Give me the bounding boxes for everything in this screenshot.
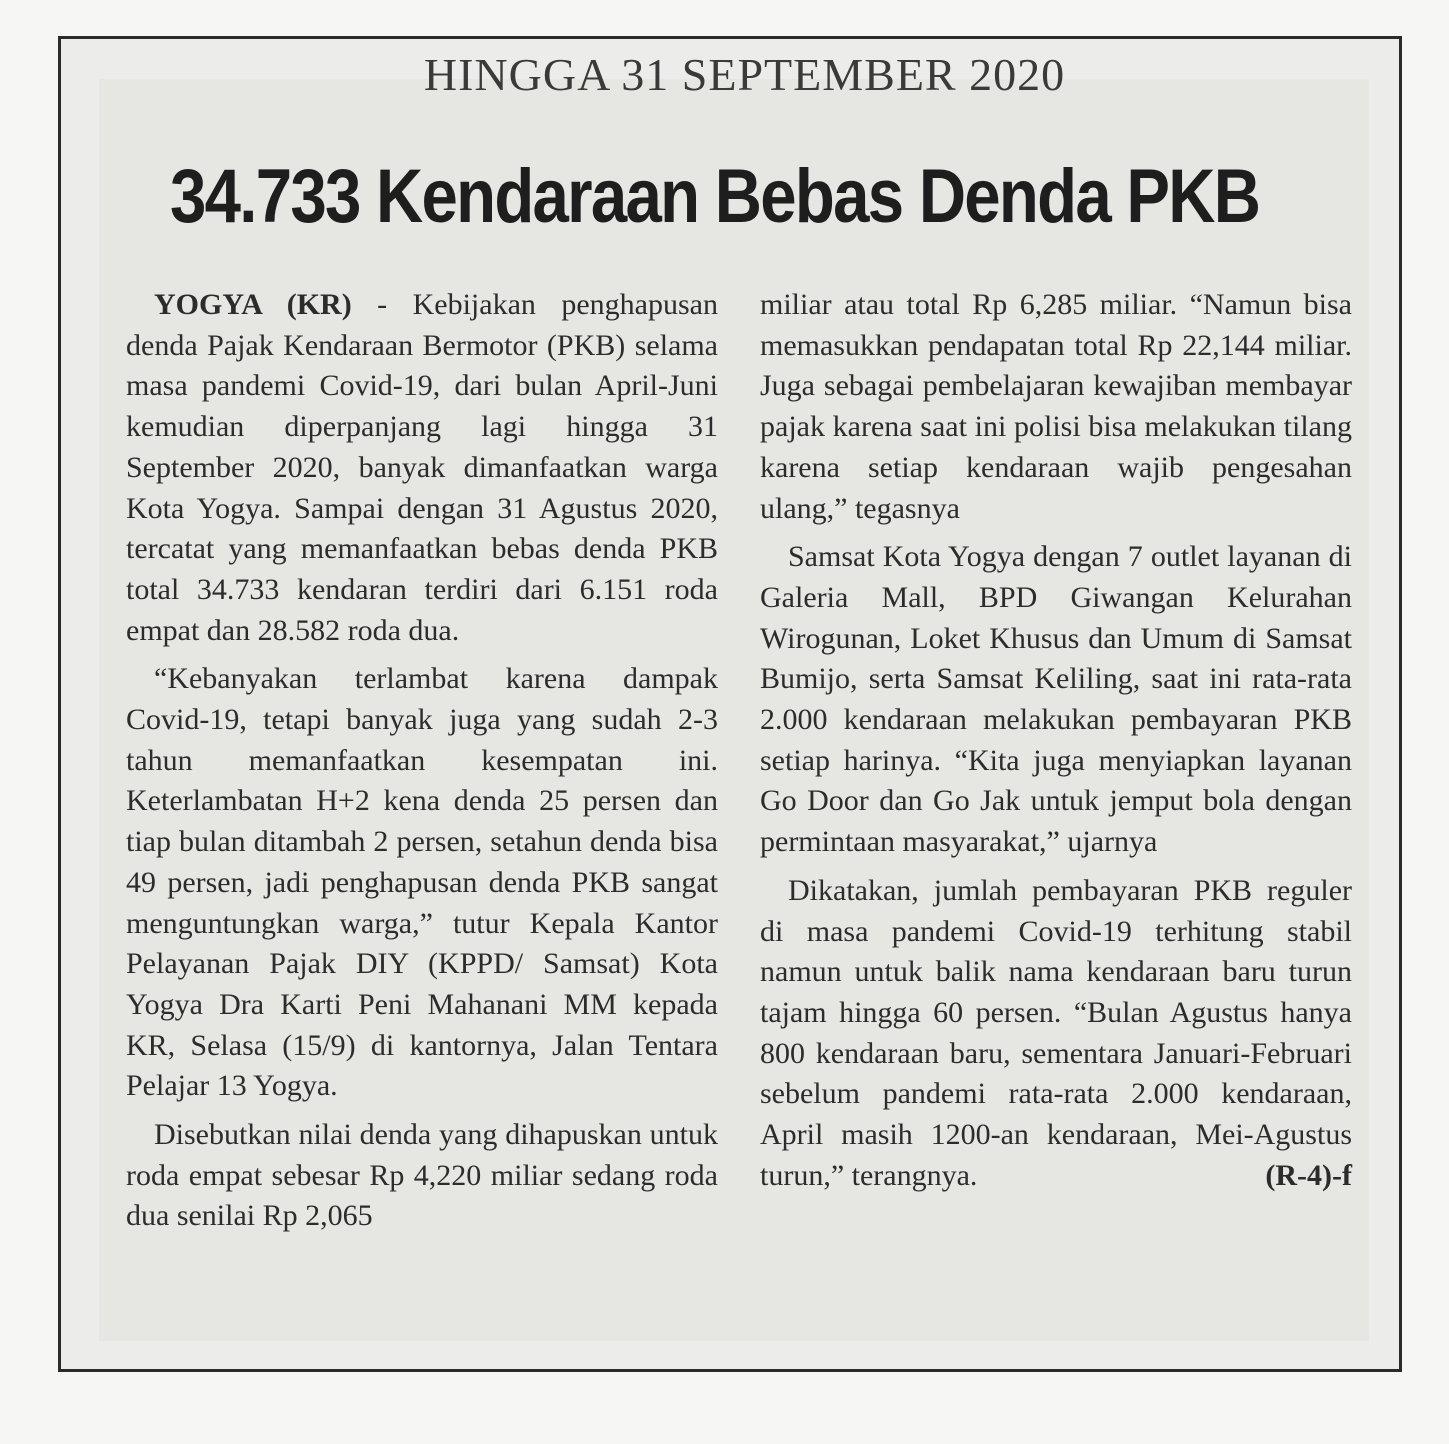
article-kicker: HINGGA 31 SEPTEMBER 2020 xyxy=(423,49,1066,100)
paragraph-4: miliar atau total Rp 6,285 miliar. “Namun bisa memasukkan pendapatan total Rp 22,144 miliar. Juga sebagai pembelajaran kewajiban membayar pajak karena saat ini polisi bisa melakukan tilang karena setiap kendaraan wajib pengesahan ulang,” tegasnya xyxy=(760,288,1352,525)
article-headline: 34.733 Kendaraan Bebas Denda PKB xyxy=(170,154,1260,239)
article-column-left xyxy=(126,285,718,1237)
author-signature: (R-4)-f xyxy=(1265,1158,1352,1192)
paragraph-2: “Kebanyakan terlambat karena dampak Covid-19, tetapi banyak juga yang sudah 2-3 tahun memanfaatkan kesempatan ini. Keterlambatan H+2 kena denda 25 persen dan tiap bulan ditambah 2 persen, setahun denda bisa 49 persen, jadi penghapusan denda PKB sangat menguntungkan warga,” tutur Kepala Kantor Pelayanan Pajak DIY (KPPD/ Samsat) Kota Yogya Dra Karti Peni Mahanani MM kepada KR, Selasa (15/9) di kantornya, Jalan Tentara Pelajar 13 Yogya. xyxy=(126,662,718,1103)
dateline: YOGYA (KR) xyxy=(154,288,352,321)
article-column-right xyxy=(760,285,1352,1196)
paragraph-1 xyxy=(126,285,718,651)
paragraph-5: Samsat Kota Yogya dengan 7 outlet layanan di Galeria Mall, BPD Giwangan Kelurahan Wirogunan, Loket Khusus dan Umum di Samsat Bumijo, serta Samsat Keliling, saat ini rata-rata 2.000 kendaraan melakukan pembayaran PKB setiap harinya. “Kita juga menyiapkan layanan Go Door dan Go Jak untuk jemput bola dengan permintaan masyarakat,” ujarnya xyxy=(760,540,1352,859)
paragraph-1-text: - Kebijakan penghapusan denda Pajak Kendaraan Bermotor (PKB) selama masa pandemi Covid-19, dari bulan April-Juni kemudian diperpanjang lagi hingga 31 September 2020, banyak dimanfaatkan warga Kota Yogya. Sampai dengan 31 Agustus 2020, tercatat yang memanfaatkan bebas denda PKB total 34.733 kendaran terdiri dari 6.151 roda empat dan 28.582 roda dua. xyxy=(126,288,718,647)
paragraph-6: Dikatakan, jumlah pembayaran PKB reguler di masa pandemi Covid-19 terhitung stabil namun untuk balik nama kendaraan baru turun tajam hingga 60 persen. “Bulan Agustus hanya 800 kendaraan baru, sementara Januari-Februari sebelum pandemi rata-rata 2.000 kendaraan, April masih 1200-an kendaraan, Mei-Agustus turun,” terangnya. xyxy=(760,873,1352,1192)
paragraph-3: Disebutkan nilai denda yang dihapuskan untuk roda empat sebesar Rp 4,220 miliar sedang roda dua senilai Rp 2,065 xyxy=(126,1118,718,1233)
